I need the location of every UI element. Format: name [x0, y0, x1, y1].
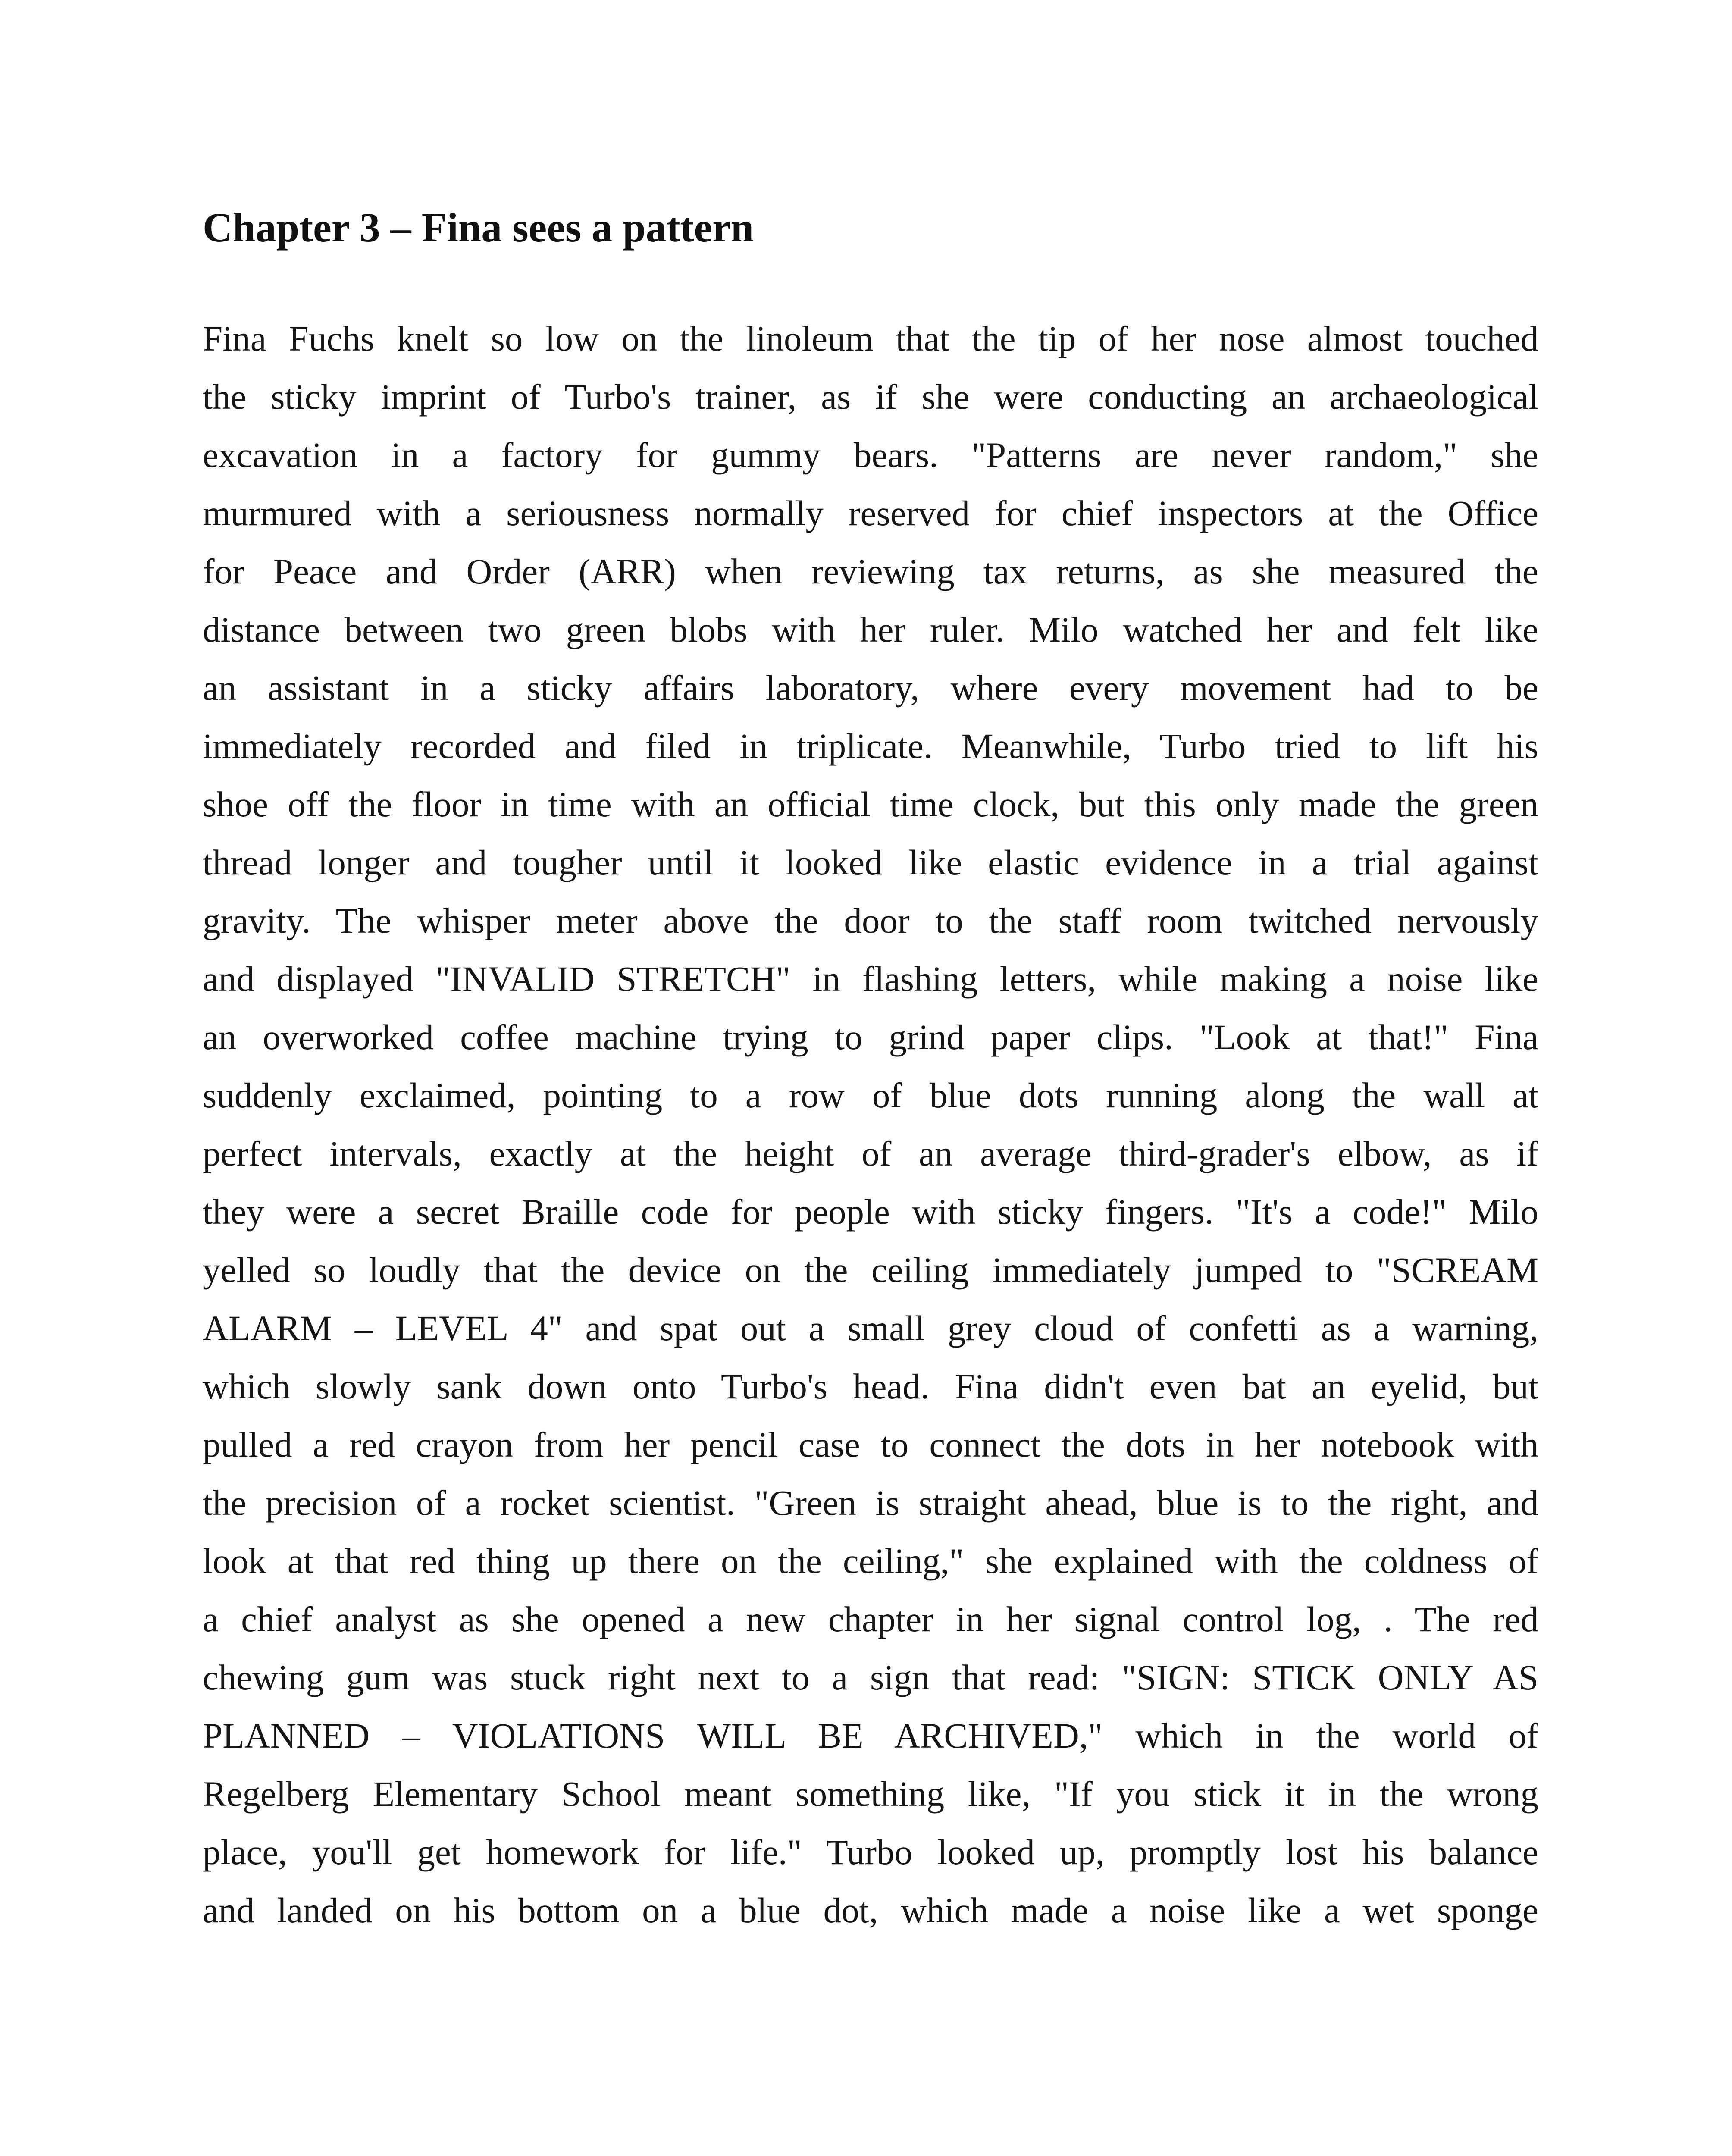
text-line: the precision of a rocket scientist. "Green is straight ahead, blue is to the right, and — [203, 1483, 1538, 1523]
chapter-title: Chapter 3 – Fina sees a pattern — [203, 204, 754, 251]
text-line: gravity. The whisper meter above the door to the staff room twitched nervously — [203, 901, 1538, 940]
text-line: the sticky imprint of Turbo's trainer, as if she were conducting an archaeological — [203, 377, 1538, 417]
text-line: shoe off the floor in time with an official time clock, but this only made the green — [203, 784, 1538, 824]
text-line: an assistant in a sticky affairs laboratory, where every movement had to be — [203, 668, 1538, 708]
body-paragraph — [203, 310, 1538, 1940]
text-line: ALARM – LEVEL 4" and spat out a small grey cloud of confetti as a warning, — [203, 1308, 1538, 1348]
text-line: excavation in a factory for gummy bears. "Patterns are never random," she — [203, 435, 1538, 475]
text-line: they were a secret Braille code for people with sticky fingers. "It's a code!" Milo — [203, 1192, 1538, 1232]
text-line: pulled a red crayon from her pencil case to connect the dots in her notebook with — [203, 1425, 1538, 1464]
text-line: yelled so loudly that the device on the ceiling immediately jumped to "SCREAM — [203, 1250, 1538, 1290]
text-line: perfect intervals, exactly at the height of an average third-grader's elbow, as if — [203, 1134, 1538, 1173]
text-line: Regelberg Elementary School meant something like, "If you stick it in the wrong — [203, 1774, 1538, 1814]
text-line: for Peace and Order (ARR) when reviewing tax returns, as she measured the — [203, 552, 1538, 591]
text-line: an overworked coffee machine trying to grind paper clips. "Look at that!" Fina — [203, 1017, 1538, 1057]
text-line: look at that red thing up there on the ceiling," she explained with the coldness of — [203, 1541, 1538, 1581]
text-line: PLANNED – VIOLATIONS WILL BE ARCHIVED," which in the world of — [203, 1716, 1538, 1755]
text-line: place, you'll get homework for life." Turbo looked up, promptly lost his balance — [203, 1832, 1538, 1872]
text-line: suddenly exclaimed, pointing to a row of blue dots running along the wall at — [203, 1075, 1538, 1115]
text-line: which slowly sank down onto Turbo's head. Fina didn't even bat an eyelid, but — [203, 1366, 1538, 1406]
text-line: a chief analyst as she opened a new chapter in her signal control log, . The red — [203, 1599, 1538, 1639]
text-line: thread longer and tougher until it looked like elastic evidence in a trial against — [203, 843, 1538, 882]
text-line: distance between two green blobs with her ruler. Milo watched her and felt like — [203, 610, 1538, 649]
text-line: chewing gum was stuck right next to a sign that read: "SIGN: STICK ONLY AS — [203, 1658, 1538, 1697]
text-line: and landed on his bottom on a blue dot, which made a noise like a wet sponge — [203, 1890, 1538, 1930]
text-line: murmured with a seriousness normally reserved for chief inspectors at the Office — [203, 493, 1538, 533]
text-line: Fina Fuchs knelt so low on the linoleum that the tip of her nose almost touched — [203, 319, 1538, 358]
text-line: and displayed "INVALID STRETCH" in flashing letters, while making a noise like — [203, 959, 1538, 999]
text-line: immediately recorded and filed in triplicate. Meanwhile, Turbo tried to lift his — [203, 726, 1538, 766]
